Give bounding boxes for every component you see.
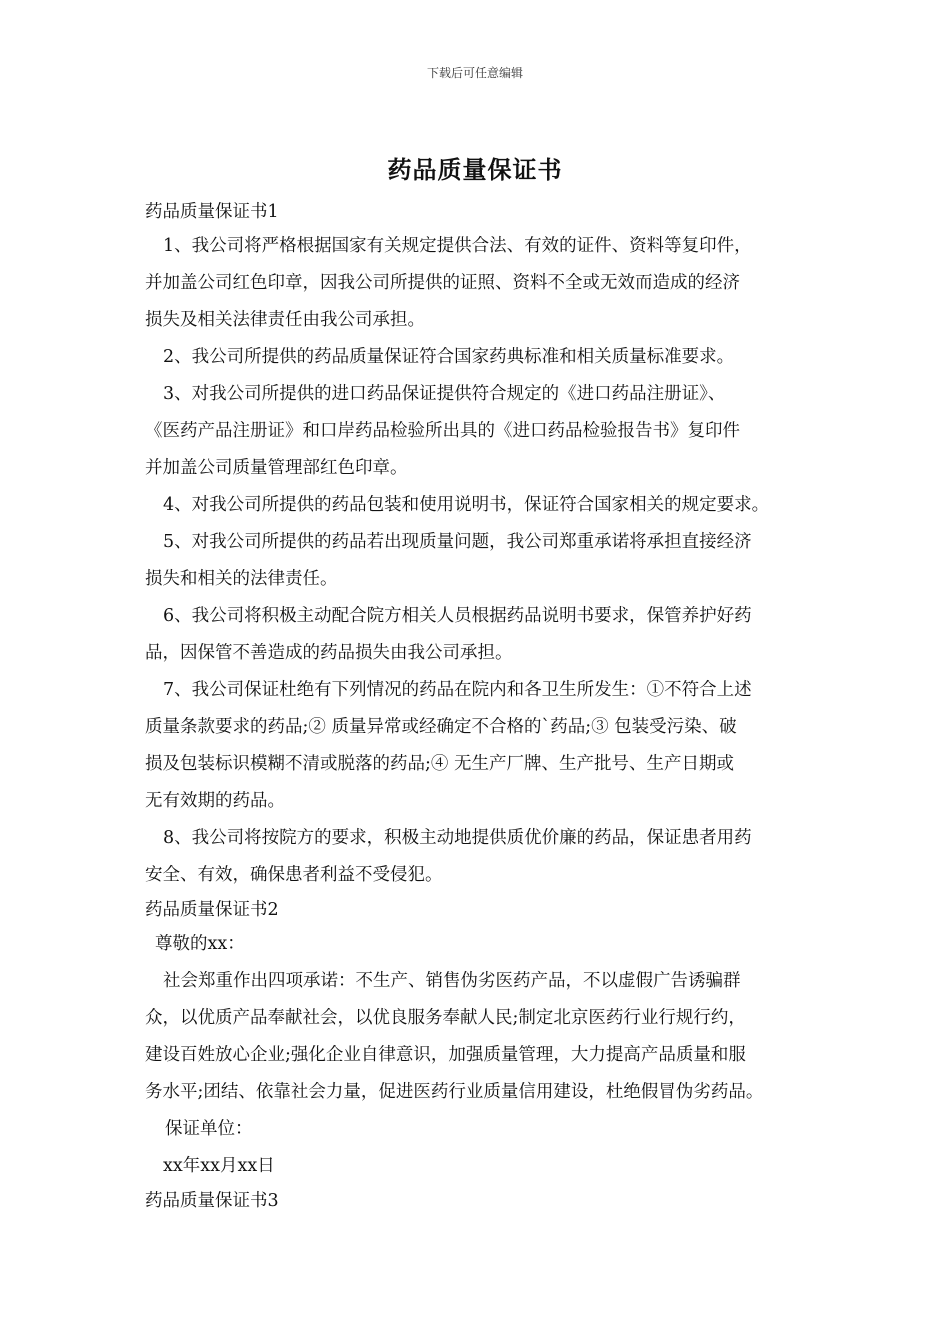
paragraph-7 — [145, 672, 815, 820]
paragraph-4: 4、对我公司所提供的药品包装和使用说明书，保证符合国家相关的规定要求。 — [163, 495, 770, 515]
paragraph-line: 损及包装标识模糊不清或脱落的药品;④ 无生产厂牌、生产批号、生产日期或 — [145, 754, 734, 774]
paragraph-line: 质量条款要求的药品;② 质量异常或经确定不合格的`药品;③ 包装受污染、破 — [145, 717, 737, 737]
section-heading-1: 药品质量保证书1 — [145, 202, 279, 222]
paragraph-8 — [145, 820, 815, 894]
paragraph-1 — [145, 228, 815, 339]
paragraph-line: 建设百姓放心企业;强化企业自律意识，加强质量管理，大力提高产品质量和服 — [145, 1045, 746, 1065]
greeting: 尊敬的xx： — [155, 934, 245, 954]
paragraph-line: 1、我公司将严格根据国家有关规定提供合法、有效的证件、资料等复印件， — [163, 236, 752, 256]
paragraph-5 — [145, 524, 815, 598]
paragraph-line: 无有效期的药品。 — [145, 791, 285, 811]
header-note: 下载后可任意编辑 — [426, 66, 523, 80]
paragraph-line: 8、我公司将按院方的要求，积极主动地提供质优价廉的药品，保证患者用药 — [163, 828, 752, 848]
paragraph-line: 安全、有效，确保患者利益不受侵犯。 — [145, 865, 443, 885]
signature-unit: 保证单位： — [165, 1119, 253, 1139]
paragraph-line: 损失及相关法律责任由我公司承担。 — [145, 310, 425, 330]
signature-date: xx年xx月xx日 — [163, 1156, 275, 1176]
paragraph-6 — [145, 598, 815, 672]
paragraph-line: 《医药产品注册证》和口岸药品检验所出具的《进口药品检验报告书》复印件 — [145, 421, 740, 441]
paragraph-9 — [145, 963, 815, 1111]
paragraph-line: 3、对我公司所提供的进口药品保证提供符合规定的《进口药品注册证》、 — [163, 384, 726, 404]
section-heading-3: 药品质量保证书3 — [145, 1191, 279, 1211]
document-title: 药品质量保证书 — [387, 155, 563, 184]
paragraph-line: 众，以优质产品奉献社会，以优良服务奉献人民;制定北京医药行业行规行约， — [145, 1008, 746, 1028]
paragraph-3 — [145, 376, 815, 487]
paragraph-line: 并加盖公司质量管理部红色印章。 — [145, 458, 408, 478]
paragraph-line: 并加盖公司红色印章，因我公司所提供的证照、资料不全或无效而造成的经济 — [145, 273, 740, 293]
paragraph-line: 社会郑重作出四项承诺：不生产、销售伪劣医药产品，不以虚假广告诱骗群 — [163, 971, 741, 991]
paragraph-line: 6、我公司将积极主动配合院方相关人员根据药品说明书要求，保管养护好药 — [163, 606, 752, 626]
paragraph-line: 品，因保管不善造成的药品损失由我公司承担。 — [145, 643, 513, 663]
paragraph-line: 5、对我公司所提供的药品若出现质量问题，我公司郑重承诺将承担直接经济 — [163, 532, 752, 552]
paragraph-line: 7、我公司保证杜绝有下列情况的药品在院内和各卫生所发生：①不符合上述 — [163, 680, 752, 700]
paragraph-line: 务水平;团结、依靠社会力量，促进医药行业质量信用建设，杜绝假冒伪劣药品。 — [145, 1082, 764, 1102]
paragraph-2: 2、我公司所提供的药品质量保证符合国家药典标准和相关质量标准要求。 — [163, 347, 735, 367]
paragraph-line: 损失和相关的法律责任。 — [145, 569, 338, 589]
document-body — [145, 196, 815, 1217]
section-heading-2: 药品质量保证书2 — [145, 900, 279, 920]
